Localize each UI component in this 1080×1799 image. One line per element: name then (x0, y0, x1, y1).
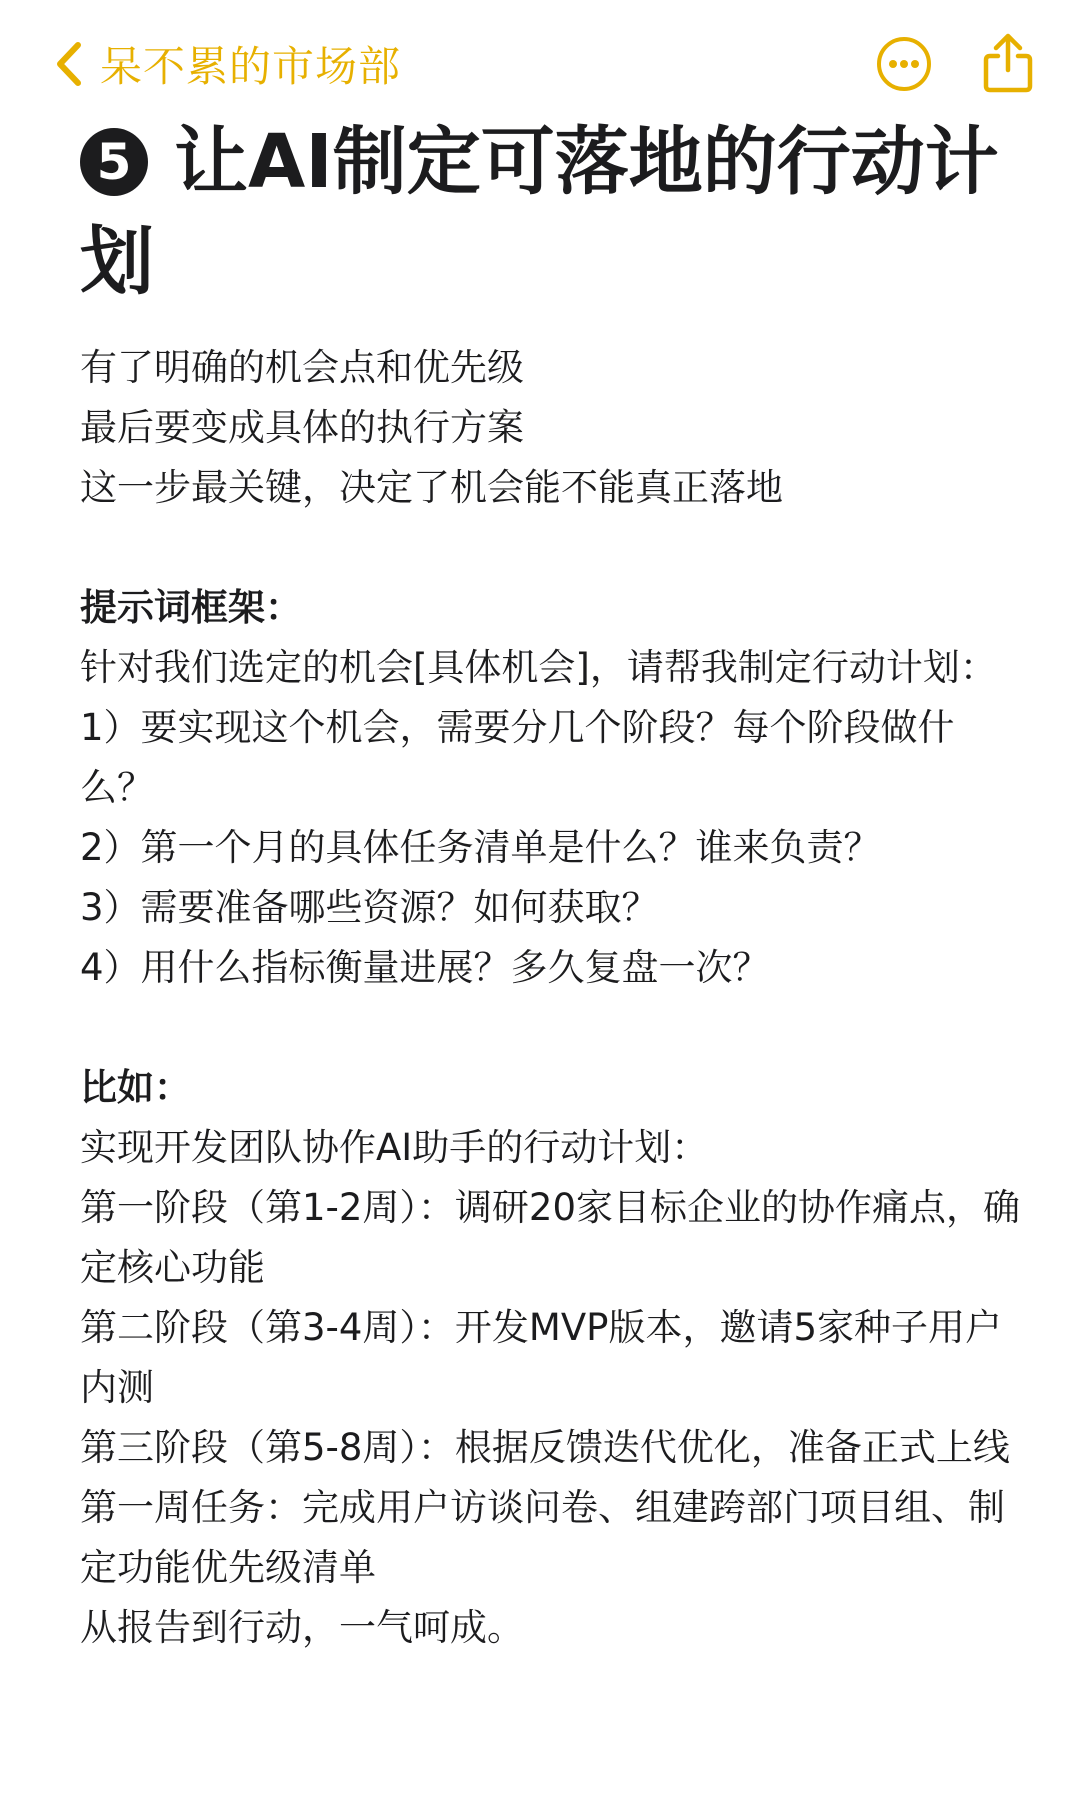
intro-line: 最后要变成具体的执行方案 (80, 406, 524, 449)
navigation-bar (0, 0, 1080, 130)
example-line: 第一阶段（第1-2周）：调研20家目标企业的协作痛点，确定核心功能 (80, 1186, 1021, 1289)
example-line: 第二阶段（第3-4周）：开发MVP版本，邀请5家种子用户内测 (80, 1306, 1003, 1409)
framework-heading: 提示词框架： (80, 586, 302, 629)
intro-line: 这一步最关键，决定了机会能不能真正落地 (80, 466, 783, 509)
spacer (80, 998, 1020, 1058)
example-line: 第三阶段（第5-8周）：根据反馈迭代优化，准备正式上线 (80, 1426, 1010, 1469)
example-line: 从报告到行动，一气呵成。 (80, 1606, 524, 1649)
ellipsis-circle-icon (874, 34, 934, 94)
framework-line: 3）需要准备哪些资源？如何获取？ (80, 886, 659, 929)
note-title-text: 让AI制定可落地的行动计划 (80, 119, 999, 305)
step-number-badge: 5 (80, 128, 148, 196)
example-line: 实现开发团队协作AI助手的行动计划： (80, 1126, 709, 1169)
framework-line: 2）第一个月的具体任务清单是什么？谁来负责？ (80, 826, 881, 869)
back-button[interactable] (56, 36, 401, 92)
framework-line: 4）用什么指标衡量进展？多久复盘一次？ (80, 946, 770, 989)
share-button[interactable] (978, 30, 1038, 90)
share-icon (978, 30, 1038, 94)
note-body (80, 338, 1020, 1658)
back-button-label: 呆不累的市场部 (100, 42, 402, 91)
framework-line: 针对我们选定的机会[具体机会]，请帮我制定行动计划： (80, 646, 997, 689)
more-button[interactable] (874, 34, 934, 94)
intro-line: 有了明确的机会点和优先级 (80, 346, 524, 389)
framework-line: 1）要实现这个机会，需要分几个阶段？每个阶段做什么？ (80, 706, 955, 809)
chevron-left-icon (56, 41, 82, 87)
note-content[interactable] (80, 112, 1020, 1658)
example-heading: 比如： (80, 1066, 191, 1109)
example-line: 第一周任务：完成用户访谈问卷、组建跨部门项目组、制定功能优先级清单 (80, 1486, 1005, 1589)
note-title (80, 112, 1020, 312)
spacer (80, 518, 1020, 578)
